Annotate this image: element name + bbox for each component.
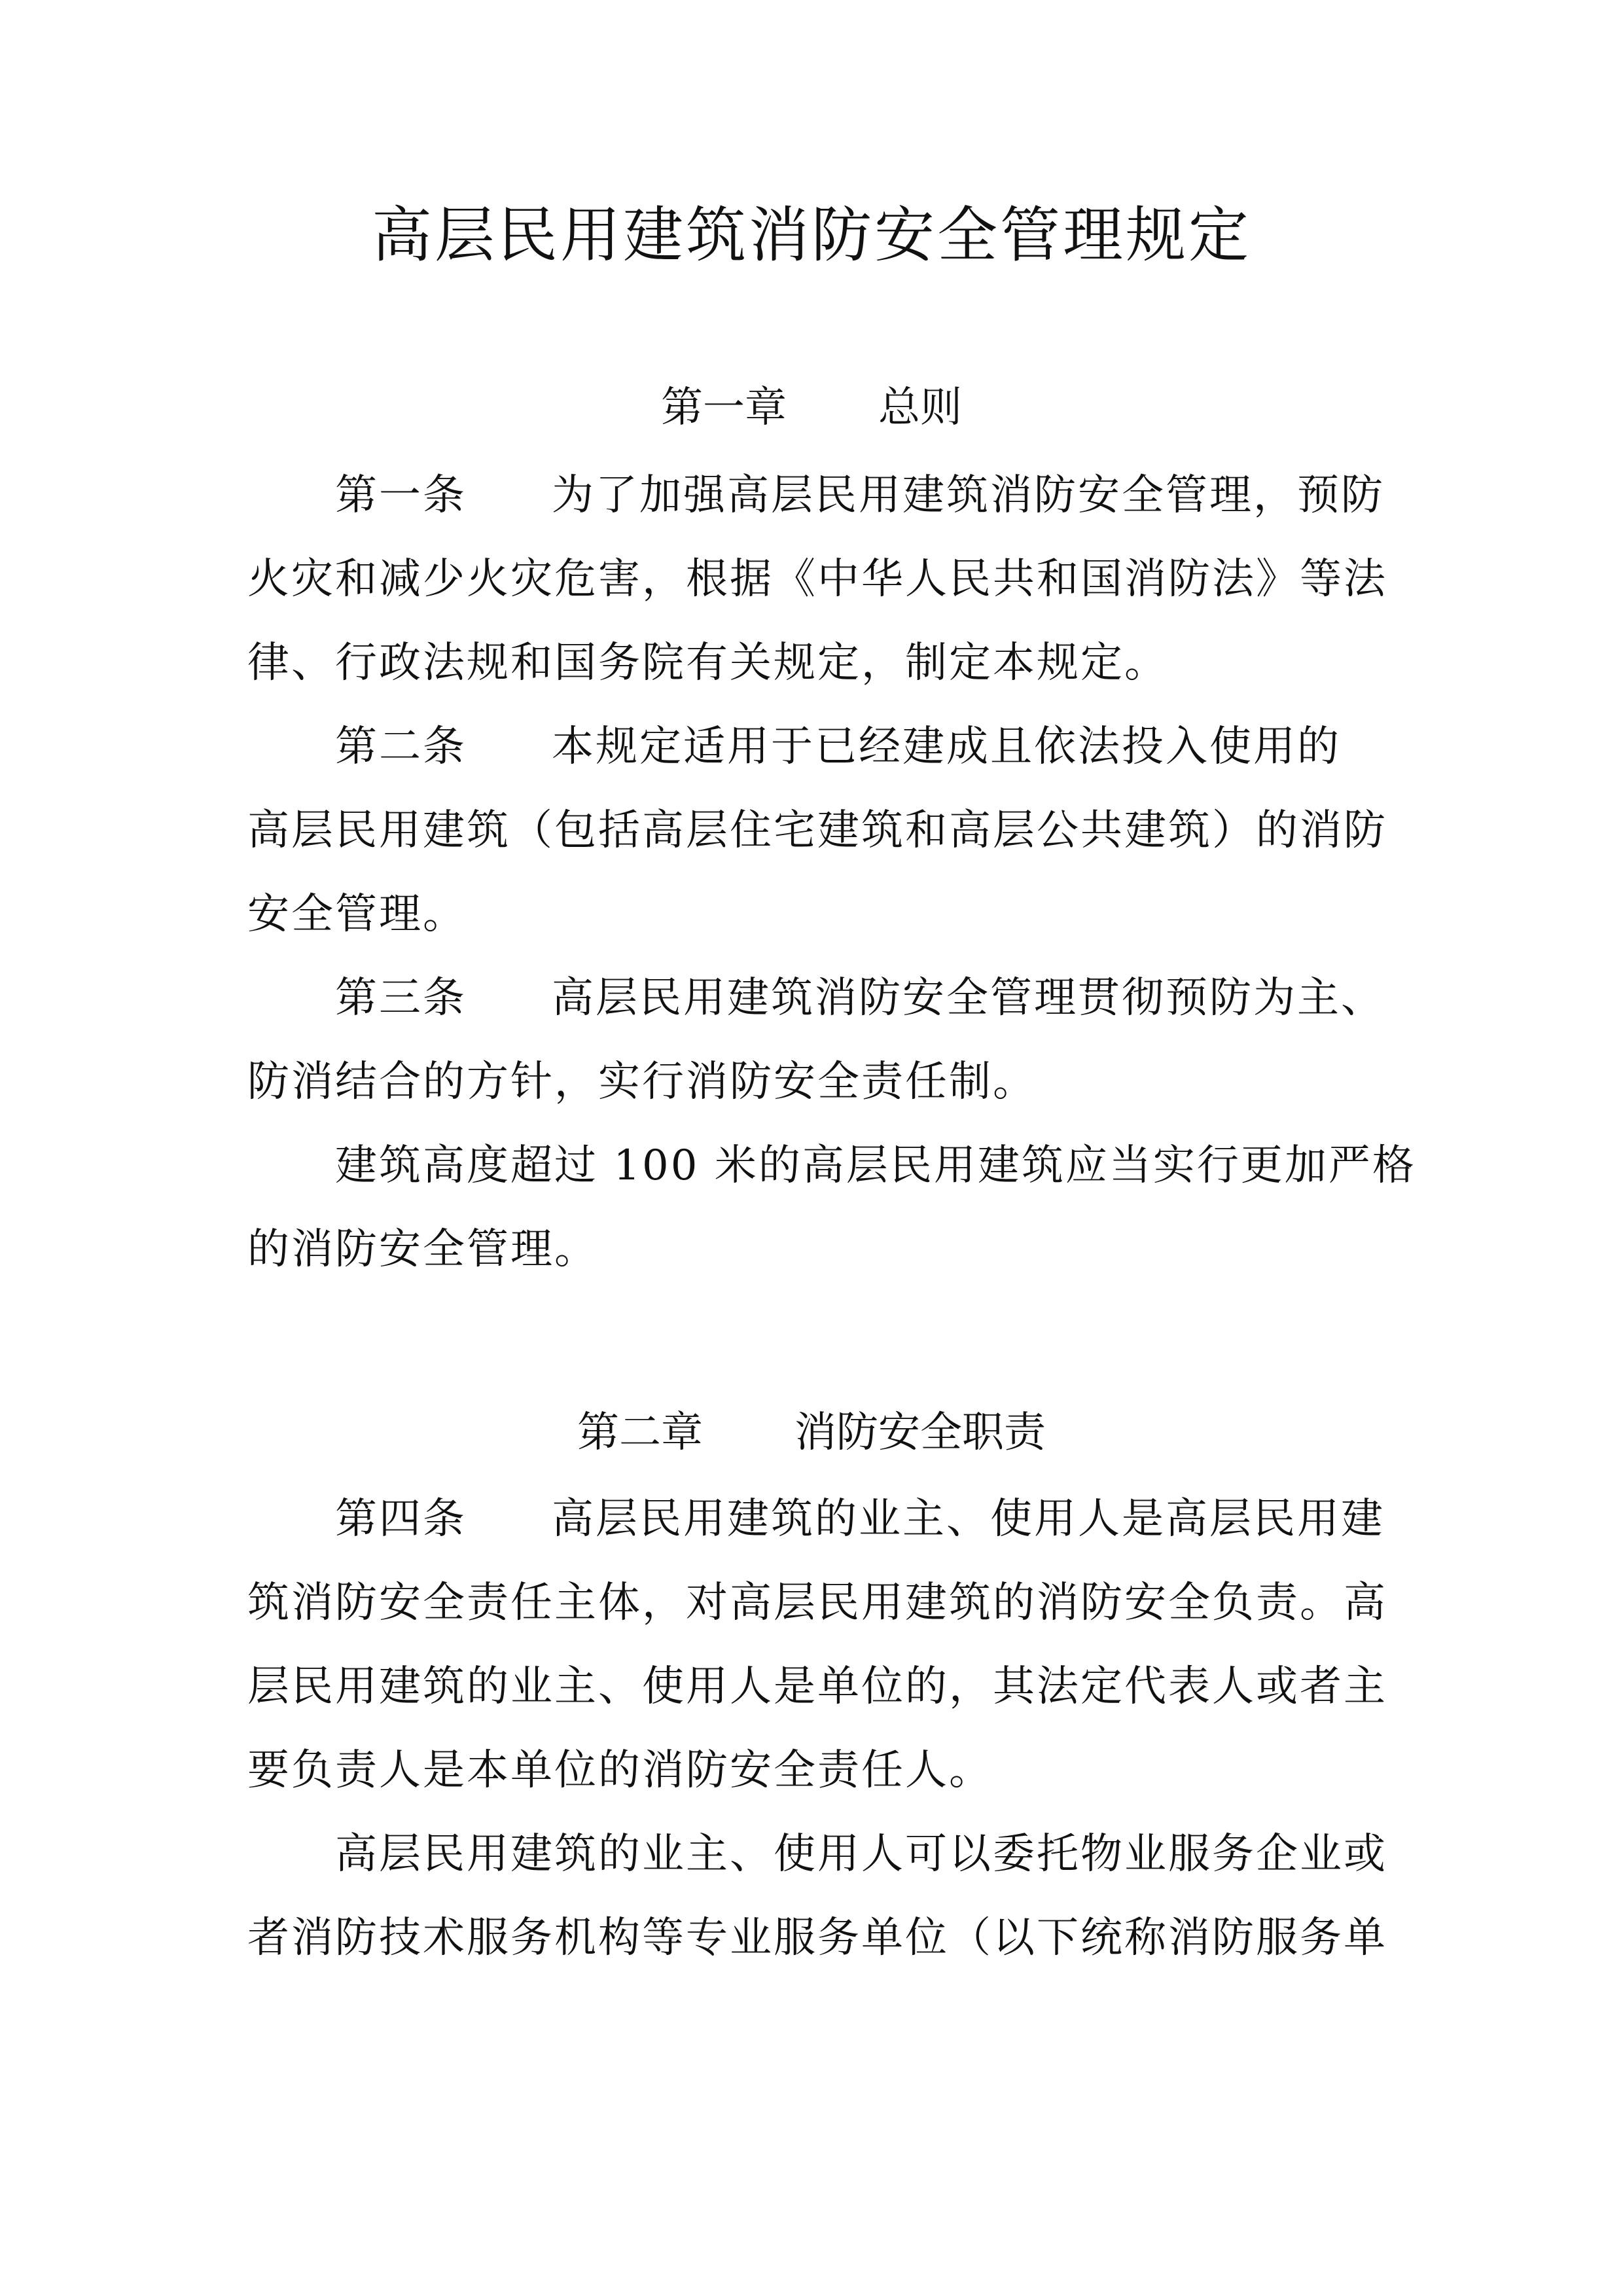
article-4-line-4: 要负责人是本单位的消防安全责任人。	[247, 1746, 993, 1795]
article-2-line-1	[335, 717, 1341, 776]
article-1-line-3: 律、行政法规和国务院有关规定，制定本规定。	[247, 639, 1168, 687]
article-4-paragraph-2-line-2: 者消防技术服务机构等专业服务单位（以下统称消防服务单	[247, 1914, 1387, 1962]
article-3-line-1	[335, 969, 1385, 1028]
article-label: 第三条	[335, 974, 467, 1022]
chapter-heading-1	[0, 378, 1623, 437]
article-2-line-2: 高层民用建筑（包括高层住宅建筑和高层公共建筑）的消防	[247, 806, 1387, 855]
chapter-name: 总则	[878, 384, 962, 432]
article-text: 为了加强高层民用建筑消防安全管理，预防	[552, 471, 1385, 520]
article-text: 高层民用建筑消防安全管理贯彻预防为主、	[552, 974, 1385, 1022]
chapter-heading-2	[0, 1403, 1623, 1462]
article-3-line-2: 防消结合的方针，实行消防安全责任制。	[247, 1058, 1037, 1106]
article-4-line-2: 筑消防安全责任主体，对高层民用建筑的消防安全负责。高	[247, 1579, 1387, 1627]
chapter-number: 第一章	[661, 384, 787, 432]
article-3-paragraph-2-line-1: 建筑高度超过 100 米的高层民用建筑应当实行更加严格	[335, 1141, 1416, 1190]
article-4-line-1	[335, 1490, 1385, 1549]
article-label: 第四条	[335, 1495, 467, 1543]
document-title: 高层民用建筑消防安全管理规定	[371, 200, 1251, 270]
article-text: 本规定适用于已经建成且依法投入使用的	[552, 723, 1341, 771]
chapter-name: 消防安全职责	[794, 1408, 1046, 1457]
article-1-line-1	[335, 466, 1385, 525]
article-4-line-3: 层民用建筑的业主、使用人是单位的，其法定代表人或者主	[247, 1662, 1387, 1711]
article-text: 高层民用建筑的业主、使用人是高层民用建	[552, 1495, 1385, 1543]
chapter-number: 第二章	[577, 1408, 703, 1457]
article-label: 第二条	[335, 723, 467, 771]
article-2-line-3: 安全管理。	[247, 890, 467, 939]
article-1-line-2: 火灾和减少火灾危害，根据《中华人民共和国消防法》等法	[247, 555, 1387, 603]
article-label: 第一条	[335, 471, 467, 520]
article-3-paragraph-2-line-2: 的消防安全管理。	[247, 1225, 598, 1274]
article-4-paragraph-2-line-1: 高层民用建筑的业主、使用人可以委托物业服务企业或	[335, 1830, 1387, 1878]
